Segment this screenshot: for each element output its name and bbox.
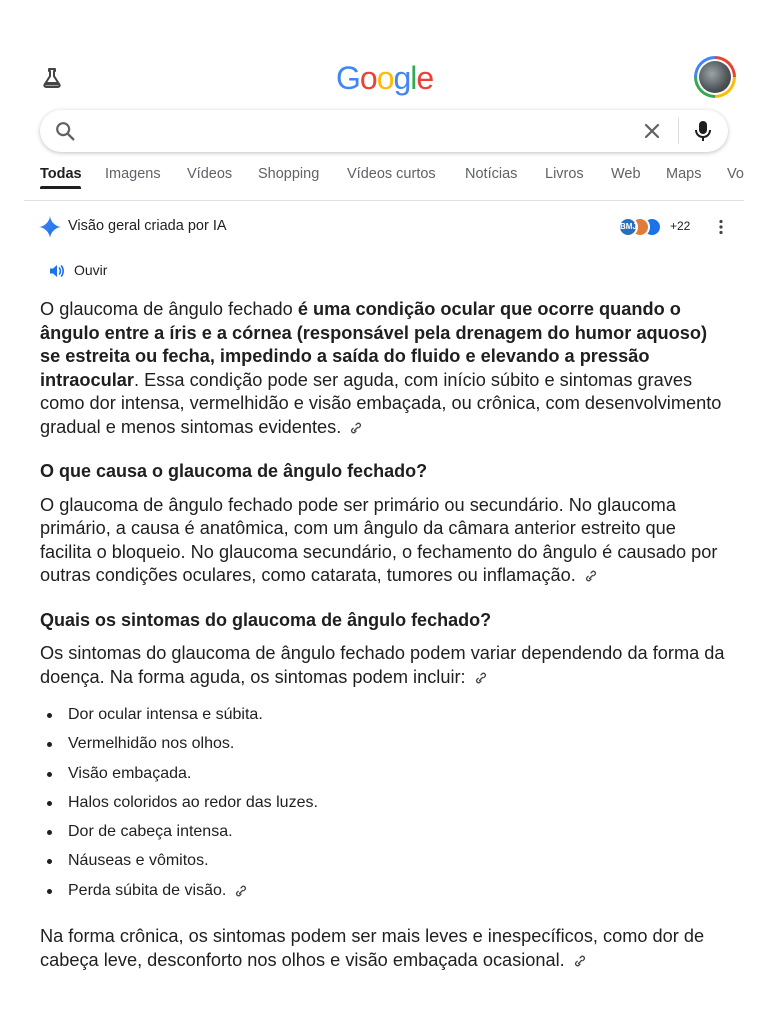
google-logo[interactable]: [336, 60, 433, 97]
link-icon[interactable]: [474, 672, 488, 684]
logo-letter: g: [393, 60, 411, 96]
list-item: [40, 817, 730, 846]
chronic-text: Na forma crônica, os sintomas podem ser mais leves e inespecíficos, como dor de cabeça leve, desconforto nos olhos e visão embaçada ocasional.: [40, 926, 705, 970]
account-avatar[interactable]: [694, 56, 736, 98]
more-vert-icon[interactable]: [712, 218, 730, 236]
avatar-image: [699, 61, 731, 93]
section-heading-symptoms: Quais os sintomas do glaucoma de ângulo fechado?: [40, 609, 492, 630]
speaker-icon: [48, 262, 66, 280]
list-item-text: Perda súbita de visão.: [68, 881, 227, 899]
tabs-divider: [24, 200, 744, 201]
list-item-text: Halos coloridos ao redor das luzes.: [68, 793, 318, 811]
ai-overview-header: [38, 214, 738, 240]
list-item: [40, 846, 730, 875]
list-item: [40, 729, 730, 758]
ai-overview-body: [40, 298, 730, 993]
tab-vídeos[interactable]: Vídeos: [187, 166, 233, 182]
logo-letter: o: [359, 60, 377, 96]
logo-letter: o: [376, 60, 394, 96]
intro-paragraph: [40, 298, 730, 439]
tab-shopping[interactable]: Shopping: [258, 166, 320, 182]
top-bar: [0, 54, 768, 104]
symptoms-paragraph: [40, 642, 730, 689]
logo-letter: e: [416, 60, 434, 96]
tab-imagens[interactable]: Imagens: [105, 166, 161, 182]
section-heading-causes: O que causa o glaucoma de ângulo fechado?: [40, 461, 428, 481]
ai-sparkle-icon: [38, 215, 62, 239]
tab-vo[interactable]: Vo: [727, 166, 744, 182]
list-item-text: Vermelhidão nos olhos.: [68, 735, 235, 753]
ai-overview-title: Visão geral criada por IA: [68, 218, 227, 234]
search-box: [40, 110, 728, 152]
logo-letter: G: [336, 60, 360, 96]
list-item: [40, 700, 730, 729]
search-icon[interactable]: [54, 120, 76, 142]
link-icon[interactable]: [584, 570, 598, 582]
tab-vídeos-curtos[interactable]: Vídeos curtos: [347, 166, 436, 182]
tab-web[interactable]: Web: [611, 166, 641, 182]
active-tab-indicator: [40, 186, 81, 189]
tab-notícias[interactable]: Notícias: [465, 166, 518, 182]
logo-letter: l: [410, 60, 417, 96]
list-item-text: Visão embaçada.: [68, 764, 192, 782]
sources-count[interactable]: +22: [670, 219, 691, 233]
link-icon[interactable]: [234, 885, 248, 897]
chronic-paragraph: [40, 925, 730, 972]
close-icon[interactable]: [642, 121, 662, 141]
tab-maps[interactable]: Maps: [666, 166, 702, 182]
intro-bold: é uma condição ocular que ocorre quando o ângulo entre a íris e a córnea (responsável pela drenagem do humor aquoso) se estreita ou fecha, impedindo a saída do fluido e elevando a pressão intraocular: [40, 299, 708, 390]
intro-plain-end: . Essa condição pode ser aguda, com início súbito e sintomas graves como dor intensa, vermelhidão e visão embaçada, ou crônica, com desenvolvimento gradual e menos sintomas evidentes.: [40, 369, 722, 437]
list-item: [40, 876, 730, 905]
tab-livros[interactable]: Livros: [545, 166, 584, 182]
search-divider: [678, 118, 679, 144]
list-item-text: Dor ocular intensa e súbita.: [68, 706, 263, 723]
source-favicon[interactable]: BMJ: [618, 217, 638, 237]
search-input[interactable]: [90, 118, 610, 144]
list-item-text: Dor de cabeça intensa.: [68, 823, 233, 841]
symptoms-list: [40, 700, 730, 905]
intro-plain-start: O glaucoma de ângulo fechado: [40, 299, 298, 319]
link-icon[interactable]: [573, 955, 587, 967]
list-item: [40, 759, 730, 788]
tab-todas[interactable]: Todas: [40, 166, 82, 182]
causes-paragraph: [40, 494, 730, 588]
symptoms-text: Os sintomas do glaucoma de ângulo fechado podem variar dependendo da forma da doença. Na forma aguda, os sintomas podem incluir:: [40, 643, 725, 687]
causes-text: O glaucoma de ângulo fechado pode ser primário ou secundário. No glaucoma primário, a causa é anatômica, com um ângulo da câmara anterior estreito que facilita o bloqueio. No glaucoma secundário, o fechamento do ângulo é causado por outras condições oculares, como catarata, tumores ou inflamação.: [40, 494, 718, 585]
flask-icon[interactable]: [40, 66, 64, 90]
microphone-icon[interactable]: [692, 119, 714, 143]
list-item-text: Náuseas e vômitos.: [68, 852, 209, 870]
list-item: [40, 788, 730, 817]
link-icon[interactable]: [349, 422, 363, 434]
listen-label: Ouvir: [74, 262, 108, 278]
